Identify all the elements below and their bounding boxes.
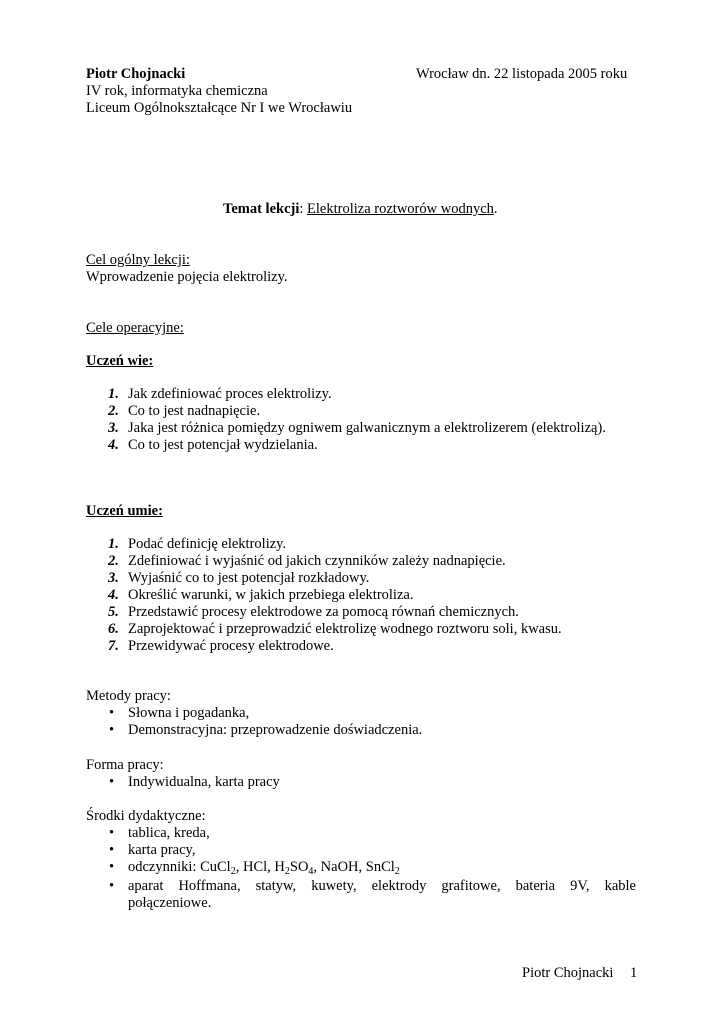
bullet: • [109, 878, 115, 894]
item-text: Demonstracyjna: przeprowadzenie doświadczenia. [128, 722, 423, 738]
date-place: Wrocław dn. 22 listopada 2005 roku [416, 66, 628, 82]
reagents-text: odczynniki: CuCl$_2$, HCl, $H_2SO_4$, NaOH, SnCl$_2$ [128, 859, 400, 877]
year-line: IV rok, informatyka chemiczna [86, 83, 268, 99]
item-text: Słowna i pogadanka, [128, 705, 250, 721]
list-item [108, 587, 413, 604]
item-number: 4. [108, 587, 119, 603]
item-number: 7. [108, 638, 119, 654]
item-text-continued: połączeniowe. [128, 895, 212, 911]
item-number: 3. [108, 570, 119, 586]
item-text: aparat Hoffmana, statyw, kuwety, elektrody grafitowe, bateria 9V, kable [128, 878, 636, 894]
item-text: Jak zdefiniować proces elektrolizy. [128, 386, 332, 402]
aids-heading: Środki dydaktyczne: [86, 808, 206, 824]
list-item [106, 842, 196, 859]
general-goal-heading: Cel ogólny lekcji: [86, 252, 190, 268]
list-item [108, 553, 506, 570]
item-number: 1. [108, 386, 119, 402]
list-item [108, 386, 332, 403]
can-heading: Uczeń umie: [86, 503, 163, 519]
item-text: Zdefiniować i wyjaśnić od jakich czynników zależy nadnapięcie. [128, 553, 506, 569]
bullet: • [109, 774, 115, 790]
list-item [108, 621, 562, 638]
item-text: Wyjaśnić co to jest potencjał rozkładowy. [128, 570, 370, 586]
item-number: 1. [108, 536, 119, 552]
author-name: Piotr Chojnacki [86, 66, 186, 82]
list-item [108, 604, 519, 621]
list-item [106, 859, 400, 876]
knows-heading: Uczeń wie: [86, 353, 154, 369]
item-text: Przewidywać procesy elektrodowe. [128, 638, 334, 654]
item-text: Co to jest nadnapięcie. [128, 403, 261, 419]
list-item [106, 722, 422, 739]
bullet: • [109, 825, 115, 841]
list-item [108, 403, 260, 420]
list-item [108, 638, 334, 655]
list-item [106, 705, 249, 722]
bullet: • [109, 859, 115, 875]
list-item [106, 878, 128, 895]
bullet: • [109, 722, 115, 738]
methods-heading: Metody pracy: [86, 688, 171, 704]
item-text: tablica, kreda, [128, 825, 210, 841]
item-number: 4. [108, 437, 119, 453]
item-text: karta pracy, [128, 842, 196, 858]
bullet: • [109, 842, 115, 858]
item-text: Jaka jest różnica pomiędzy ogniwem galwanicznym a elektrolizerem (elektrolizą). [128, 420, 606, 436]
list-item [106, 825, 210, 842]
topic-colon: : [299, 201, 304, 217]
item-text: Podać definicję elektrolizy. [128, 536, 287, 552]
topic-title: Elektroliza roztworów wodnych [307, 201, 494, 217]
item-text: Określić warunki, w jakich przebiega elektroliza. [128, 587, 414, 603]
item-text: Zaprojektować i przeprowadzić elektrolizę wodnego roztworu soli, kwasu. [128, 621, 562, 637]
list-item [108, 437, 318, 454]
form-heading: Forma pracy: [86, 757, 164, 773]
item-number: 2. [108, 403, 119, 419]
list-item [106, 774, 280, 791]
list-item [108, 420, 606, 437]
item-text: Przedstawić procesy elektrodowe za pomocą równań chemicznych. [128, 604, 519, 620]
general-goal-text: Wprowadzenie pojęcia elektrolizy. [86, 269, 288, 285]
topic-period: . [493, 201, 498, 217]
list-item [108, 570, 369, 587]
bullet: • [109, 705, 115, 721]
item-text: Indywidualna, karta pracy [128, 774, 280, 790]
item-text: Co to jest potencjał wydzielania. [128, 437, 318, 453]
topic-label: Temat lekcji [223, 201, 300, 217]
item-number: 5. [108, 604, 119, 620]
item-number: 6. [108, 621, 119, 637]
school-line: Liceum Ogólnokształcące Nr I we Wrocławiu [86, 100, 353, 116]
footer-author: Piotr Chojnacki [522, 965, 614, 981]
item-number: 2. [108, 553, 119, 569]
operational-goals-heading: Cele operacyjne: [86, 320, 184, 336]
item-number: 3. [108, 420, 119, 436]
page-number: 1 [630, 965, 638, 981]
list-item [108, 536, 286, 553]
lesson-topic [223, 201, 498, 218]
